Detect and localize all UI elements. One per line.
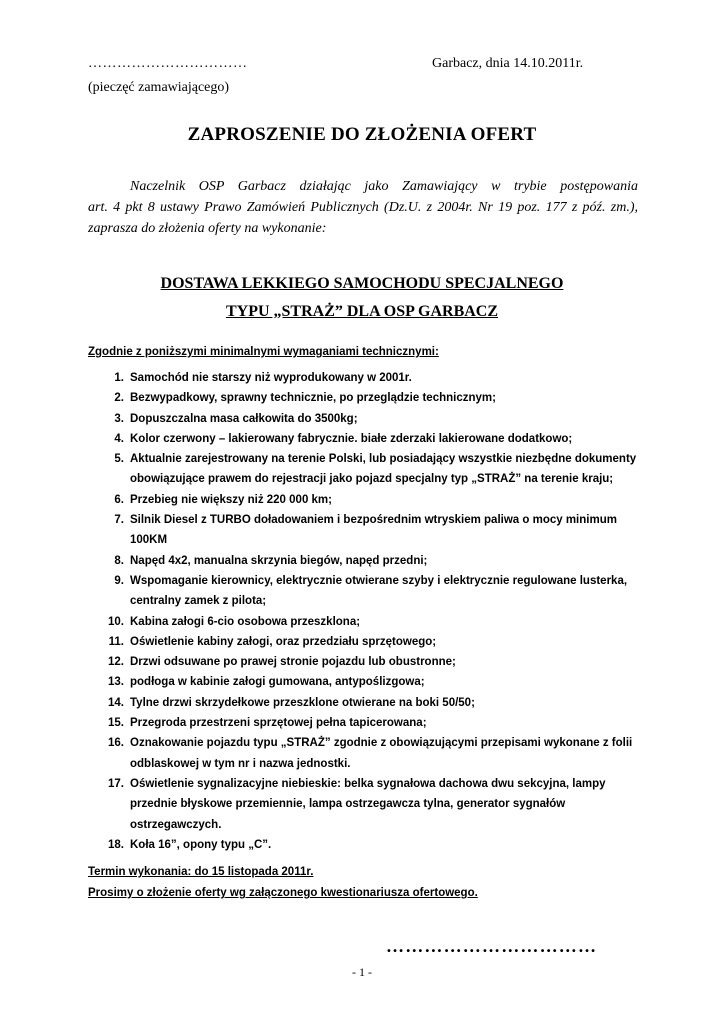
requirement-text: Silnik Diesel z TURBO doładowaniem i bezpośrednim wtryskiem paliwa o mocy minimum 100KM (130, 514, 617, 547)
subject-line: DOSTAWA LEKKIEGO SAMOCHODU SPECJALNEGO (160, 275, 564, 292)
requirement-item (100, 652, 640, 672)
requirement-text: Wspomaganie kierownicy, elektrycznie otwierane szyby i elektrycznie regulowane lusterka, centralny zamek z pilota; (130, 574, 628, 608)
signature-dotted-line: …………………………… (386, 936, 598, 956)
requirement-text: Drzwi odsuwane po prawej stronie pojazdu lub obustronne; (130, 656, 456, 669)
requirement-number: 3. (114, 412, 124, 425)
requirement-item (100, 774, 640, 835)
requirement-text: Tylne drzwi skrzydełkowe przeszklone otwierane na boki 50/50; (130, 696, 475, 709)
requirement-number: 12. (108, 656, 124, 669)
requirement-number: 13. (108, 676, 124, 689)
requirement-text: podłoga w kabinie załogi gumowana, antypoślizgowa; (130, 676, 425, 689)
requirement-item (100, 835, 640, 855)
requirement-item (100, 713, 640, 733)
requirement-item (100, 388, 640, 408)
subject-line: TYPU „STRAŻ” DLA OSP GARBACZ (225, 303, 499, 320)
requirement-item (100, 672, 640, 692)
requirement-number: 6. (114, 493, 124, 506)
requirement-item (100, 490, 640, 510)
requirement-number: 11. (108, 635, 124, 648)
requirement-item (100, 733, 640, 774)
requirement-item (100, 429, 640, 449)
requirement-text: Koła 16”, opony typu „C”. (130, 838, 272, 851)
requirement-item (100, 409, 640, 429)
request-text: Prosimy o złożenie oferty wg załączonego kwestionariusza ofertowego. (88, 887, 478, 899)
requirement-text: Przegroda przestrzeni sprzętowej pełna tapicerowana; (130, 717, 427, 730)
requirement-text: Samochód nie starszy niż wyprodukowany w 2001r. (130, 372, 412, 384)
requirement-item (100, 693, 640, 713)
intro-line: Naczelnik OSP Garbacz działając jako Zamawiający w trybie postępowania (130, 179, 638, 194)
requirement-number: 9. (114, 574, 124, 587)
requirement-number: 14. (108, 696, 124, 709)
requirement-number: 16. (108, 737, 124, 750)
requirement-text: Dopuszczalna masa całkowita do 3500kg; (130, 412, 358, 425)
requirement-text: Bezwypadkowy, sprawny technicznie, po przeglądzie technicznym; (130, 392, 496, 405)
requirement-text: Oznakowanie pojazdu typu „STRAŻ” zgodnie z obowiązującymi przepisami wykonane z folii odblaskowej w tym nr i nazwa jednostki. (130, 737, 633, 770)
requirement-number: 15. (108, 717, 124, 730)
requirement-number: 1. (114, 372, 124, 384)
requirement-text: Kolor czerwony – lakierowany fabrycznie. białe zderzaki lakierowane dodatkowo; (130, 432, 573, 445)
requirement-number: 18. (108, 838, 124, 851)
requirements-list (100, 368, 640, 855)
intro-line: art. 4 pkt 8 ustawy Prawo Zamówień Publicznych (Dz.U. z 2004r. Nr 19 poz. 177 z póź. zm.), (88, 200, 638, 215)
requirement-number: 17. (108, 777, 124, 790)
document-title: ZAPROSZENIE DO ZŁOŻENIA OFERT (187, 124, 537, 145)
stamp-dotted-line: …………………………… (88, 56, 248, 71)
requirement-item (100, 449, 640, 490)
requirement-text: Oświetlenie sygnalizacyjne niebieskie: belka sygnałowa dachowa dwu sekcyjna, lampy przednie błyskowe przemiennie, lampa ostrzegawcza tylna, generator sygnałów ostrzegawczych. (130, 777, 606, 831)
requirement-text: Aktualnie zarejestrowany na terenie Polski, lub posiadający wszystkie niezbędne dokumenty obowiązujące prawem do rejestracji jako pojazd specjalny typ „STRAŻ” na terenie kraju; (130, 453, 637, 486)
requirement-item (100, 571, 640, 612)
place-and-date: Garbacz, dnia 14.10.2011r. (432, 56, 584, 71)
requirement-text: Oświetlenie kabiny załogi, oraz przedziału sprzętowego; (130, 635, 437, 648)
stamp-label: (pieczęć zamawiającego) (88, 80, 230, 95)
intro-paragraph (88, 176, 638, 239)
requirement-item (100, 551, 640, 571)
requirement-number: 8. (114, 554, 124, 567)
intro-line: zaprasza do złożenia oferty na wykonanie: (88, 221, 327, 236)
requirements-header: Zgodnie z poniższymi minimalnymi wymaganiami technicznymi: (88, 346, 439, 358)
requirement-item (100, 612, 640, 632)
requirement-number: 4. (114, 432, 124, 445)
requirement-text: Kabina załogi 6-cio osobowa przeszklona; (130, 615, 361, 628)
requirement-item (100, 632, 640, 652)
requirement-text: Przebieg nie większy niż 220 000 km; (130, 493, 332, 506)
requirement-item (100, 368, 640, 388)
requirement-number: 10. (108, 615, 124, 628)
deadline-text: Termin wykonania: do 15 listopada 2011r. (88, 866, 314, 878)
requirement-number: 2. (114, 392, 124, 405)
requirement-item (100, 510, 640, 551)
requirement-number: 5. (114, 453, 124, 466)
requirement-text: Napęd 4x2, manualna skrzynia biegów, napęd przedni; (130, 554, 428, 567)
page-number: - 1 - (352, 965, 372, 979)
requirement-number: 7. (114, 514, 124, 527)
order-subject (0, 270, 724, 326)
